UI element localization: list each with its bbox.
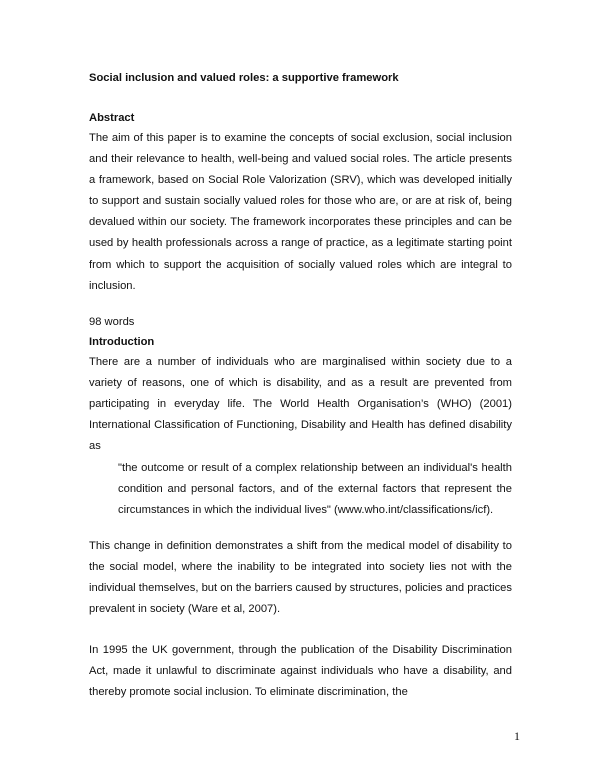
abstract-heading: Abstract [89,112,135,124]
intro-paragraph-2: This change in definition demonstrates a shift from the medical model of disability to the social model, where the inability to be integrated into society lies not with the individual themselves, but on the barriers caused by structures, policies and practices prevalent in society (Ware et al, 2007). [89,540,512,616]
paper-title: Social inclusion and valued roles: a supportive framework [89,72,399,84]
page-number: 1 [514,729,520,743]
intro-paragraph-1: There are a number of individuals who are marginalised within society due to a variety of reasons, one of which is disability, and as a result are prevented from participating in everyday life. The World Health Organisation’s (WHO) (2001) International Classification of Functioning, Disability and Health has defined disability as [89,356,512,453]
abstract-paragraph: The aim of this paper is to examine the concepts of social exclusion, social inclusion and their relevance to health, well-being and valued social roles. The article presents a framework, based on Social Role Valorization (SRV), which was developed initially to support and sustain socially valued roles for those who are, or are at risk of, being devalued within our society. The framework incorporates these principles and can be used by health professionals across a range of practice, as a legitimate starting point from which to support the acquisition of socially valued roles which are integral to inclusion. [89,132,512,292]
intro-paragraph-3: In 1995 the UK government, through the publication of the Disability Discrimination Act, made it unlawful to discriminate against individuals who have a disability, and thereby promote social inclusion. To eliminate discrimination, the [89,644,512,699]
introduction-heading: Introduction [89,336,155,348]
word-count: 98 words [89,316,135,328]
who-definition-quote: "the outcome or result of a complex relationship between an individual's health condition and personal factors, and of the external factors that represent the circumstances in which the individual lives" (www.who.int/classifications/icf). [118,462,512,517]
